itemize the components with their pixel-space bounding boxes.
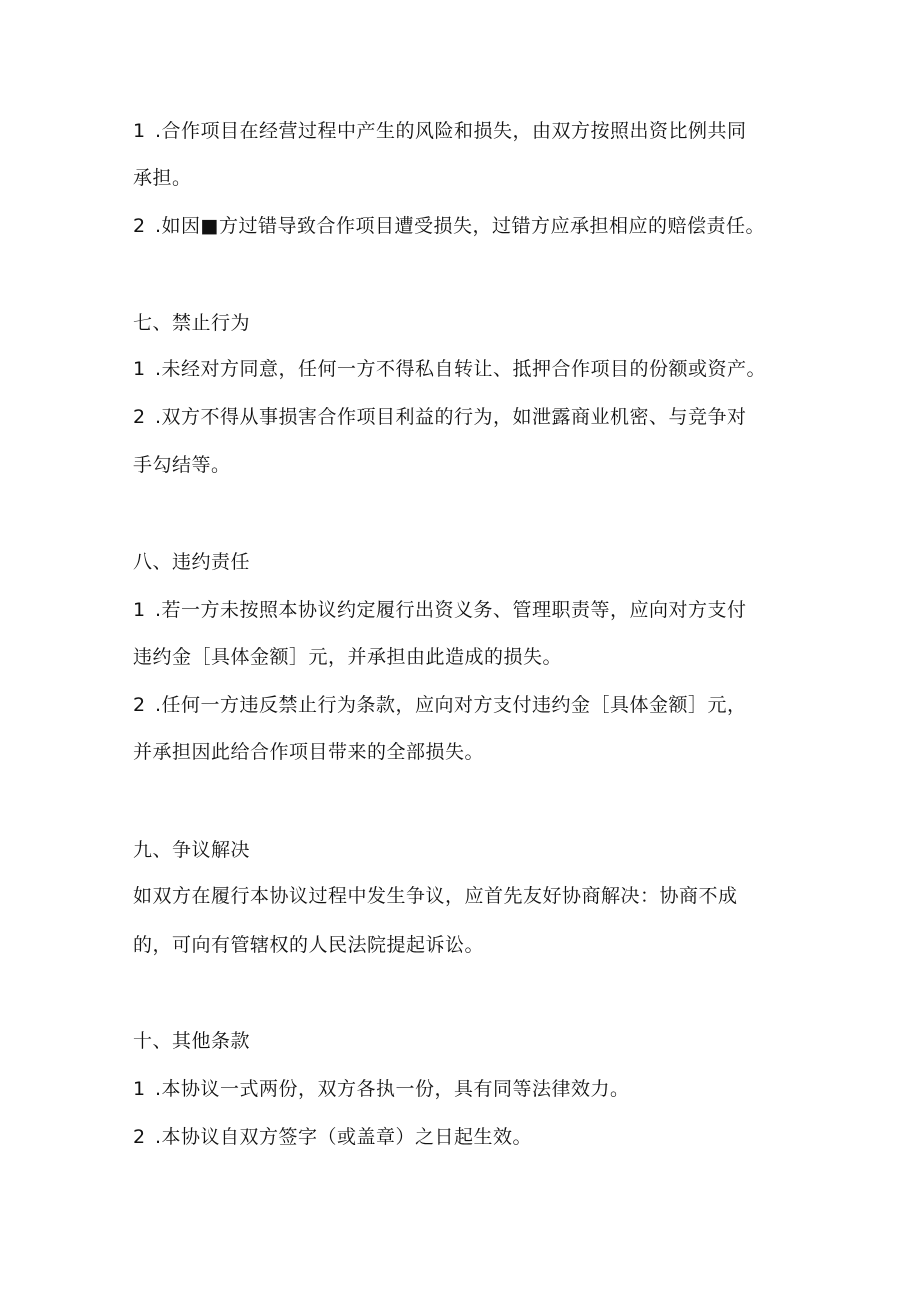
prohibited-item-2-line-1 [133, 404, 747, 430]
other-item-1-line-1 [133, 1076, 630, 1102]
dispute-para-line-2: 的，可向有管辖权的人民法院提起诉讼。 [133, 934, 485, 956]
other-item-2-text: .本协议自双方签字（或盖章）之日起生效。 [155, 1126, 533, 1148]
dispute-para-line-1: 如双方在履行本协议过程中发生争议，应首先友好协商解决：协商不成 [133, 885, 738, 907]
breach-item-2-line-1 [133, 692, 747, 718]
item-number: 2 [133, 215, 146, 237]
prohibited-item-2-text: .双方不得从事损害合作项目利益的行为，如泄露商业机密、与竞争对 [155, 406, 747, 428]
other-item-1-text: .本协议一式两份，双方各执一份，具有同等法律效力。 [155, 1078, 630, 1100]
breach-item-2-text: .任何一方违反禁止行为条款，应向对方支付违约金［具体金额］元， [155, 694, 747, 716]
item-number: 1 [133, 1078, 146, 1100]
section-heading-other: 十、其他条款 [133, 1030, 251, 1052]
risk-item-2-text: .如因■方过错导致合作项目遭受损失，过错方应承担相应的赔偿责任。 [155, 215, 765, 237]
item-number: 2 [133, 406, 146, 428]
section-heading-prohibited: 七、禁止行为 [133, 312, 251, 334]
item-number: 2 [133, 1126, 146, 1148]
other-item-2-line-1 [133, 1124, 532, 1150]
item-number: 1 [133, 120, 146, 142]
section-heading-breach: 八、违约责任 [133, 551, 251, 573]
item-number: 1 [133, 358, 146, 380]
risk-item-1-line-1 [133, 118, 747, 144]
section-heading-dispute: 九、争议解决 [133, 839, 251, 861]
risk-item-1-line-2: 承担。 [133, 167, 192, 189]
item-number: 2 [133, 694, 146, 716]
prohibited-item-1-text: .未经对方同意，任何一方不得私自转让、抵押合作项目的份额或资产。 [155, 358, 767, 380]
breach-item-1-line-2: 违约金［具体金额］元，并承担由此造成的损失。 [133, 646, 563, 668]
breach-item-1-text: .若一方未按照本协议约定履行出资义务、管理职责等，应向对方支付 [155, 599, 747, 621]
prohibited-item-1-line-1 [133, 356, 766, 382]
prohibited-item-2-line-2: 手勾结等。 [133, 454, 231, 476]
item-number: 1 [133, 599, 146, 621]
breach-item-2-line-2: 并承担因此给合作项目带来的全部损失。 [133, 741, 485, 763]
risk-item-2-line-1 [133, 213, 765, 239]
breach-item-1-line-1 [133, 597, 747, 623]
risk-item-1-text: .合作项目在经营过程中产生的风险和损失，由双方按照出资比例共同 [155, 120, 747, 142]
